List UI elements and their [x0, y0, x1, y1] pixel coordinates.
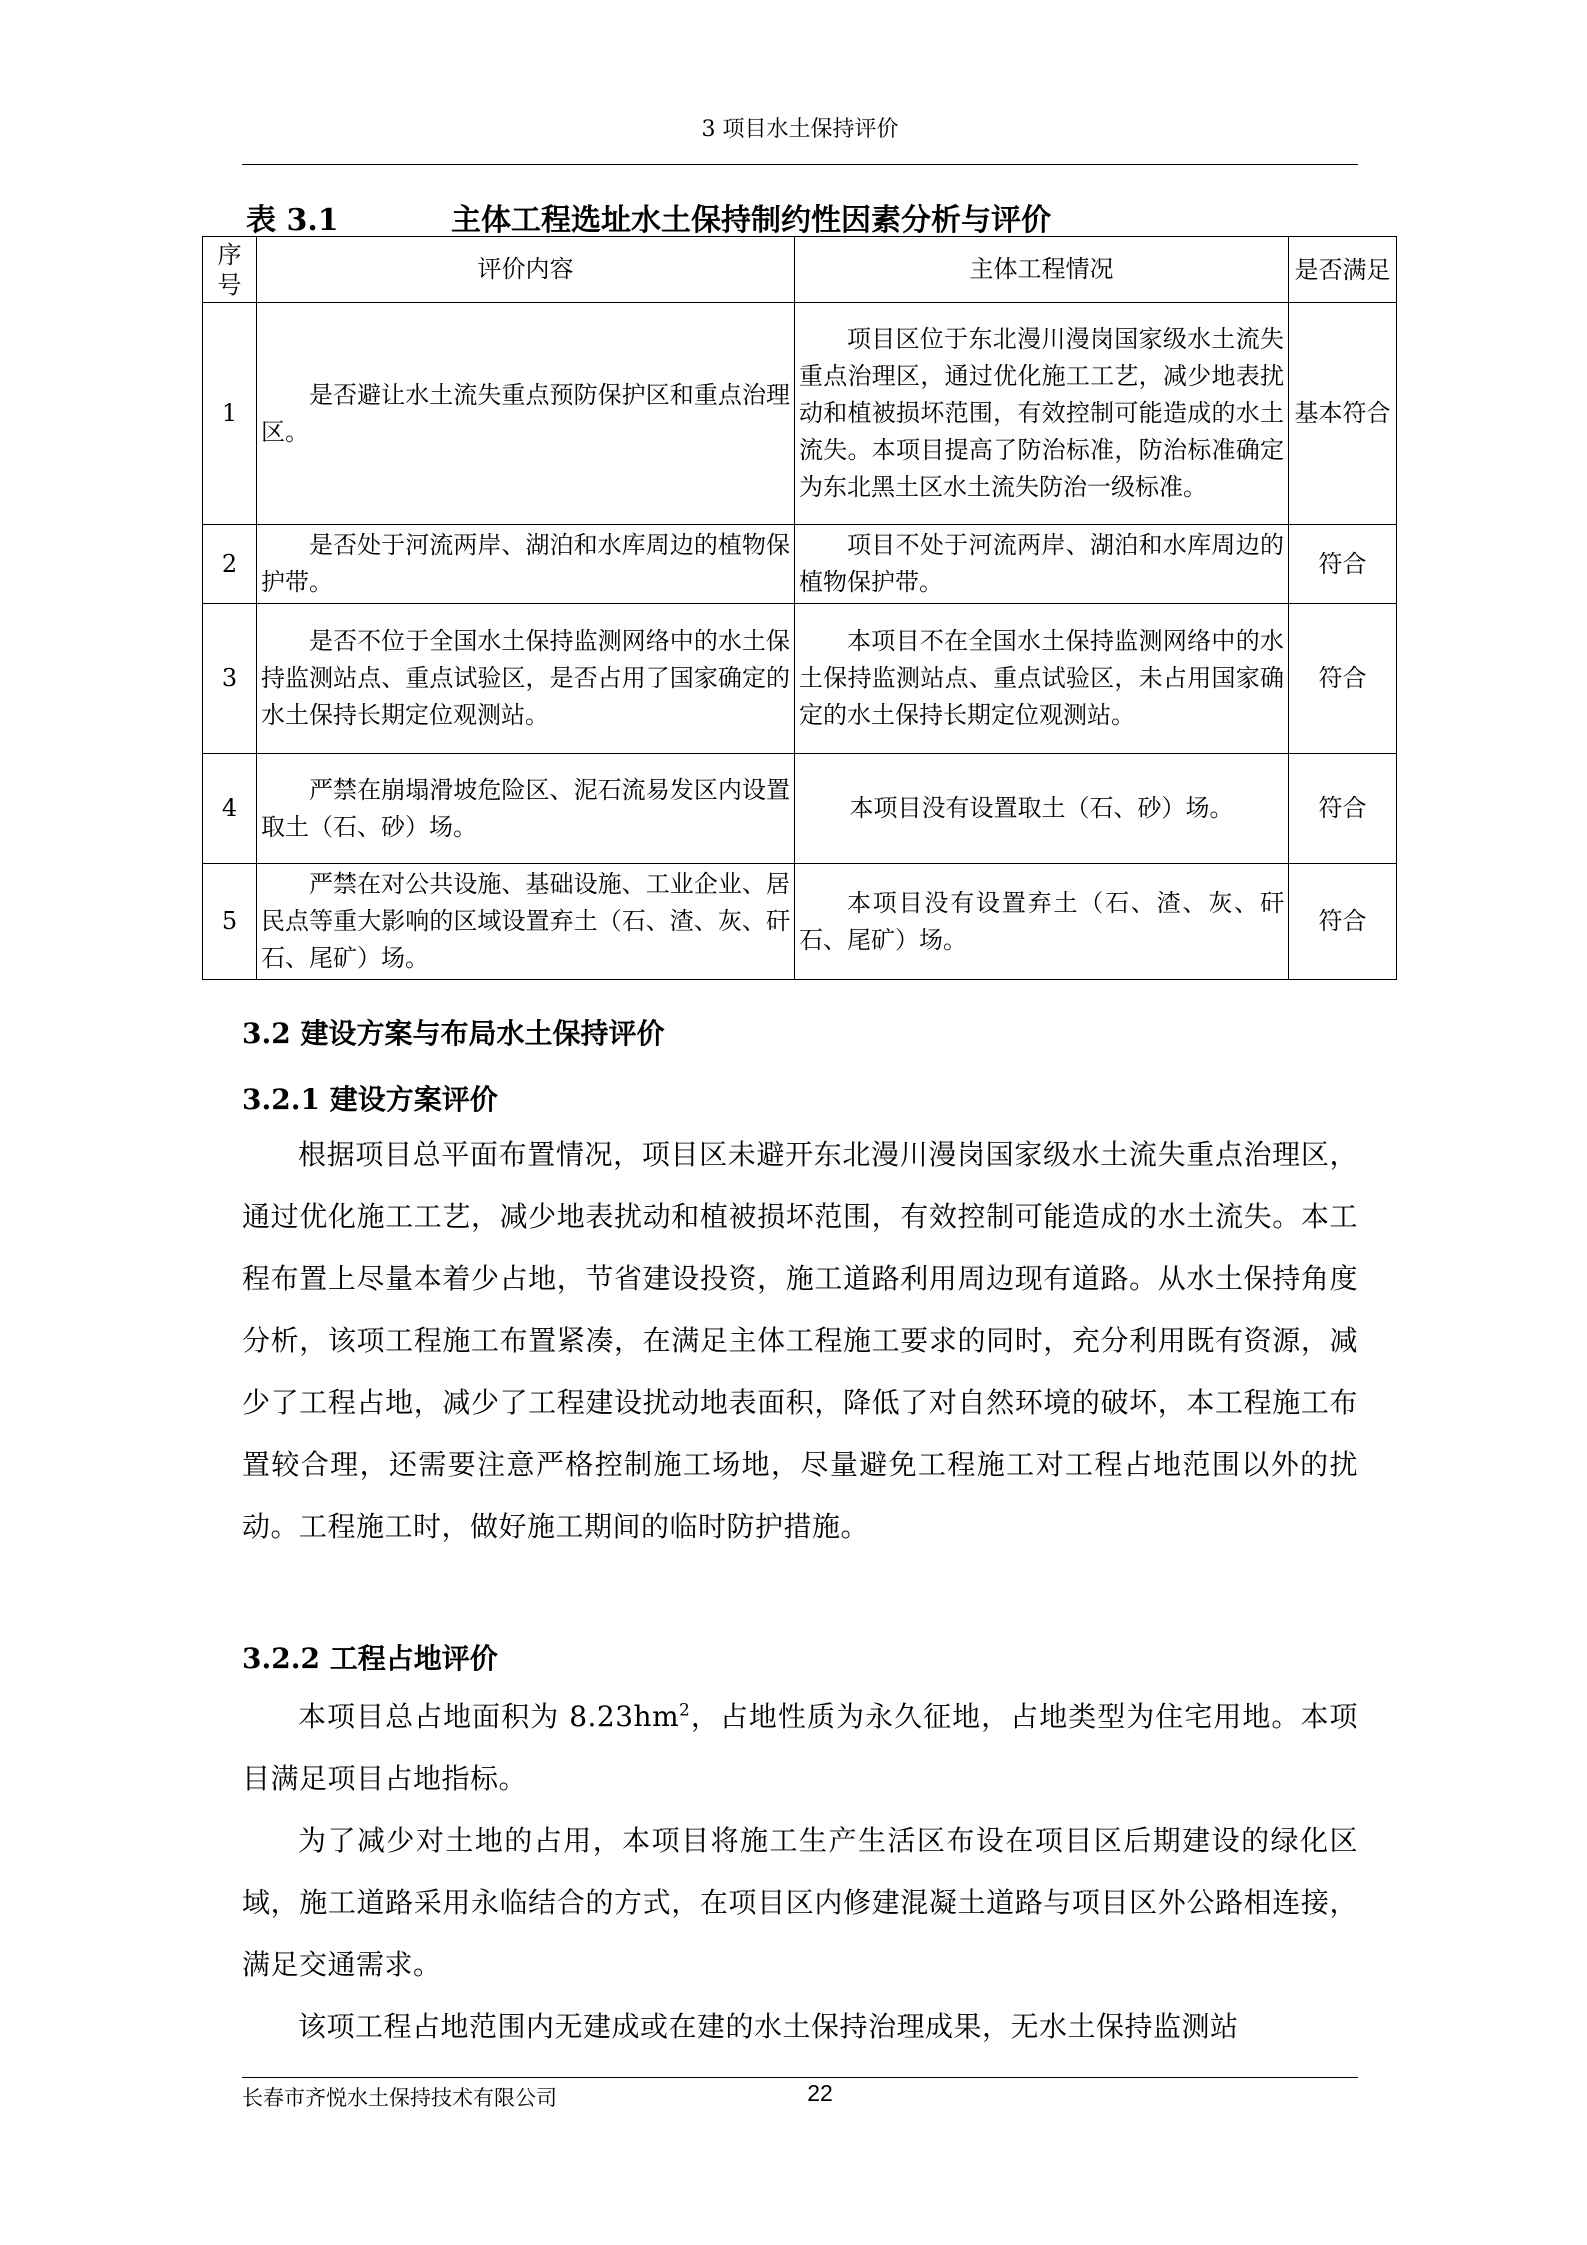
row-meets: 符合 — [1289, 525, 1397, 604]
table-label: 表 3.1 — [246, 203, 339, 238]
footer-company: 长春市齐悦水土保持技术有限公司 — [242, 2086, 557, 2110]
row-status: 项目不处于河流两岸、湖泊和水库周边的植物保护带。 — [795, 525, 1289, 604]
row-content: 严禁在对公共设施、基础设施、工业企业、居民点等重大影响的区域设置弃土（石、渣、灰、矸石、尾矿）场。 — [257, 864, 795, 980]
table-header-row — [203, 237, 1397, 303]
row-no: 5 — [203, 864, 257, 980]
row-status: 本项目没有设置弃土（石、渣、灰、矸石、尾矿）场。 — [795, 864, 1289, 980]
paragraph-construction-plan: 根据项目总平面布置情况，项目区未避开东北漫川漫岗国家级水土流失重点治理区，通过优化施工工艺，减少地表扰动和植被损坏范围，有效控制可能造成的水土流失。本工程布置上尽量本着少占地，节省建设投资，施工道路利用周边现有道路。从水土保持角度分析，该项工程施工布置紧凑，在满足主体工程施工要求的同时，充分利用既有资源，减少了工程占地，减少了工程建设扰动地表面积，降低了对自然环境的破坏，本工程施工布置较合理，还需要注意严格控制施工场地，尽量避免工程施工对工程占地范围以外的扰动。工程施工时，做好施工期间的临时防护措施。 — [242, 1138, 1358, 1543]
running-header: 3 项目水土保持评价 — [701, 117, 899, 142]
table-row — [203, 303, 1397, 525]
column-header-content: 评价内容 — [257, 237, 795, 303]
section-heading-3-2-2: 3.2.2 工程占地评价 — [242, 1642, 498, 1675]
table-row — [203, 864, 1397, 980]
row-content: 是否避让水土流失重点预防保护区和重点治理区。 — [257, 303, 795, 525]
area-unit-superscript: 2 — [679, 1699, 691, 1720]
land-area-text-cont: ，占地性质为永久征地，占地类型为住宅用地。本项目满足项目占地指标。 — [242, 1700, 1358, 1795]
row-no: 1 — [203, 303, 257, 525]
header-rule — [242, 164, 1358, 165]
table-title: 主体工程选址水土保持制约性因素分析与评价 — [451, 203, 1051, 238]
row-no: 3 — [203, 604, 257, 754]
table-row — [203, 604, 1397, 754]
row-meets: 符合 — [1289, 754, 1397, 864]
row-meets: 基本符合 — [1289, 303, 1397, 525]
table-row — [203, 525, 1397, 604]
row-content: 严禁在崩塌滑坡危险区、泥石流易发区内设置取土（石、砂）场。 — [257, 754, 795, 864]
row-content: 是否处于河流两岸、湖泊和水库周边的植物保护带。 — [257, 525, 795, 604]
footer-rule — [242, 2077, 1358, 2078]
row-status: 项目区位于东北漫川漫岗国家级水土流失重点治理区，通过优化施工工艺，减少地表扰动和植被损坏范围，有效控制可能造成的水土流失。本项目提高了防治标准，防治标准确定为东北黑土区水土流失防治一级标准。 — [795, 303, 1289, 525]
row-no: 4 — [203, 754, 257, 864]
evaluation-table — [202, 236, 1397, 980]
column-header-meets: 是否满足 — [1289, 237, 1397, 303]
paragraph-monitoring: 该项工程占地范围内无建成或在建的水土保持治理成果，无水土保持监测站 — [298, 2010, 1239, 2043]
table-caption — [246, 195, 1051, 239]
column-header-status: 主体工程情况 — [795, 237, 1289, 303]
row-content: 是否不位于全国水土保持监测网络中的水土保持监测站点、重点试验区，是否占用了国家确定的水土保持长期定位观测站。 — [257, 604, 795, 754]
paragraph-land-reduction: 为了减少对土地的占用，本项目将施工生产生活区布设在项目区后期建设的绿化区域，施工道路采用永临结合的方式，在项目区内修建混凝土道路与项目区外公路相连接，满足交通需求。 — [242, 1824, 1358, 1981]
row-meets: 符合 — [1289, 864, 1397, 980]
section-heading-3-2: 3.2 建设方案与布局水土保持评价 — [242, 1017, 665, 1050]
column-header-no: 序号 — [203, 237, 257, 303]
section-heading-3-2-1: 3.2.1 建设方案评价 — [242, 1083, 498, 1116]
row-no: 2 — [203, 525, 257, 604]
row-status: 本项目没有设置取土（石、砂）场。 — [795, 754, 1289, 864]
row-meets: 符合 — [1289, 604, 1397, 754]
land-area-text: 本项目总占地面积为 8.23hm — [298, 1700, 680, 1733]
page-number: 22 — [807, 2080, 833, 2106]
table-row — [203, 754, 1397, 864]
row-status: 本项目不在全国水土保持监测网络中的水土保持监测站点、重点试验区，未占用国家确定的水土保持长期定位观测站。 — [795, 604, 1289, 754]
paragraph-land-area — [242, 1686, 1358, 1810]
